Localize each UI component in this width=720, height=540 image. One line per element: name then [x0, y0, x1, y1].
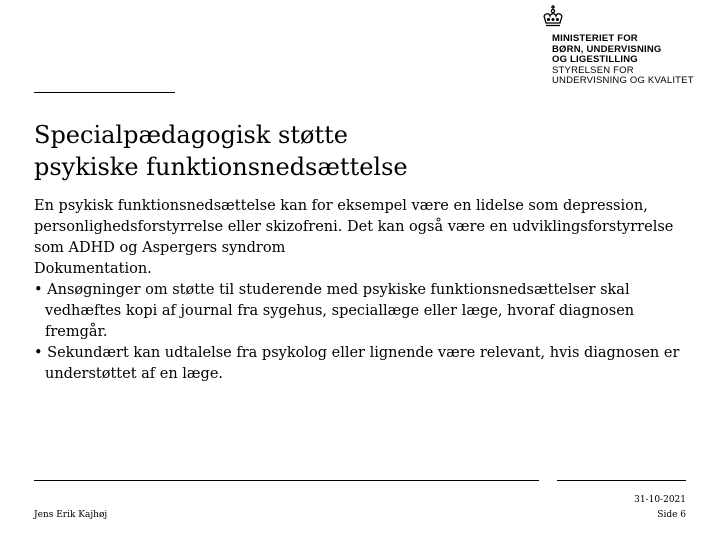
- crown-icon: [540, 4, 566, 30]
- footer-divider-right: [557, 480, 686, 481]
- logo-line: OG LIGESTILLING: [552, 54, 638, 65]
- footer-date: 31-10-2021: [634, 495, 686, 505]
- logo-line: STYRELSEN FOR: [552, 64, 634, 76]
- logo-line: BØRN, UNDERVISNING: [552, 43, 662, 55]
- footer-author: Jens Erik Kajhøj: [34, 510, 108, 520]
- ministry-logo-text: [552, 34, 694, 87]
- intro-paragraph: En psykisk funktionsnedsættelse kan for eksempel være en lidelse som depression, personlighedsforstyrrelse eller skizofreni. Det kan også være en udviklingsforstyrrelse som ADHD og Aspergers syndrom: [34, 198, 674, 256]
- header-divider: [34, 92, 175, 93]
- title-line-2: psykiske funktionsnedsættelse: [34, 153, 408, 181]
- footer-page-number: Side 6: [657, 510, 686, 520]
- footer-divider-left: [34, 480, 539, 481]
- title-line-1: Specialpædagogisk støtte: [34, 121, 348, 149]
- logo-line: UNDERVISNING OG KVALITET: [552, 75, 694, 86]
- logo-line: MINISTERIET FOR: [552, 33, 638, 44]
- slide-body: [34, 196, 684, 385]
- bullet-item: • Ansøgninger om støtte til studerende med psykiske funktionsnedsættelser skal vedhæftes kopi af journal fra sygehus, speciallæge eller læge, hvoraf diagnosen fremgår.: [34, 282, 635, 340]
- bullet-item: • Sekundært kan udtalelse fra psykolog eller lignende være relevant, hvis diagnosen er understøttet af en læge.: [34, 345, 680, 382]
- slide-title: [34, 119, 694, 183]
- documentation-heading: Dokumentation.: [34, 261, 152, 277]
